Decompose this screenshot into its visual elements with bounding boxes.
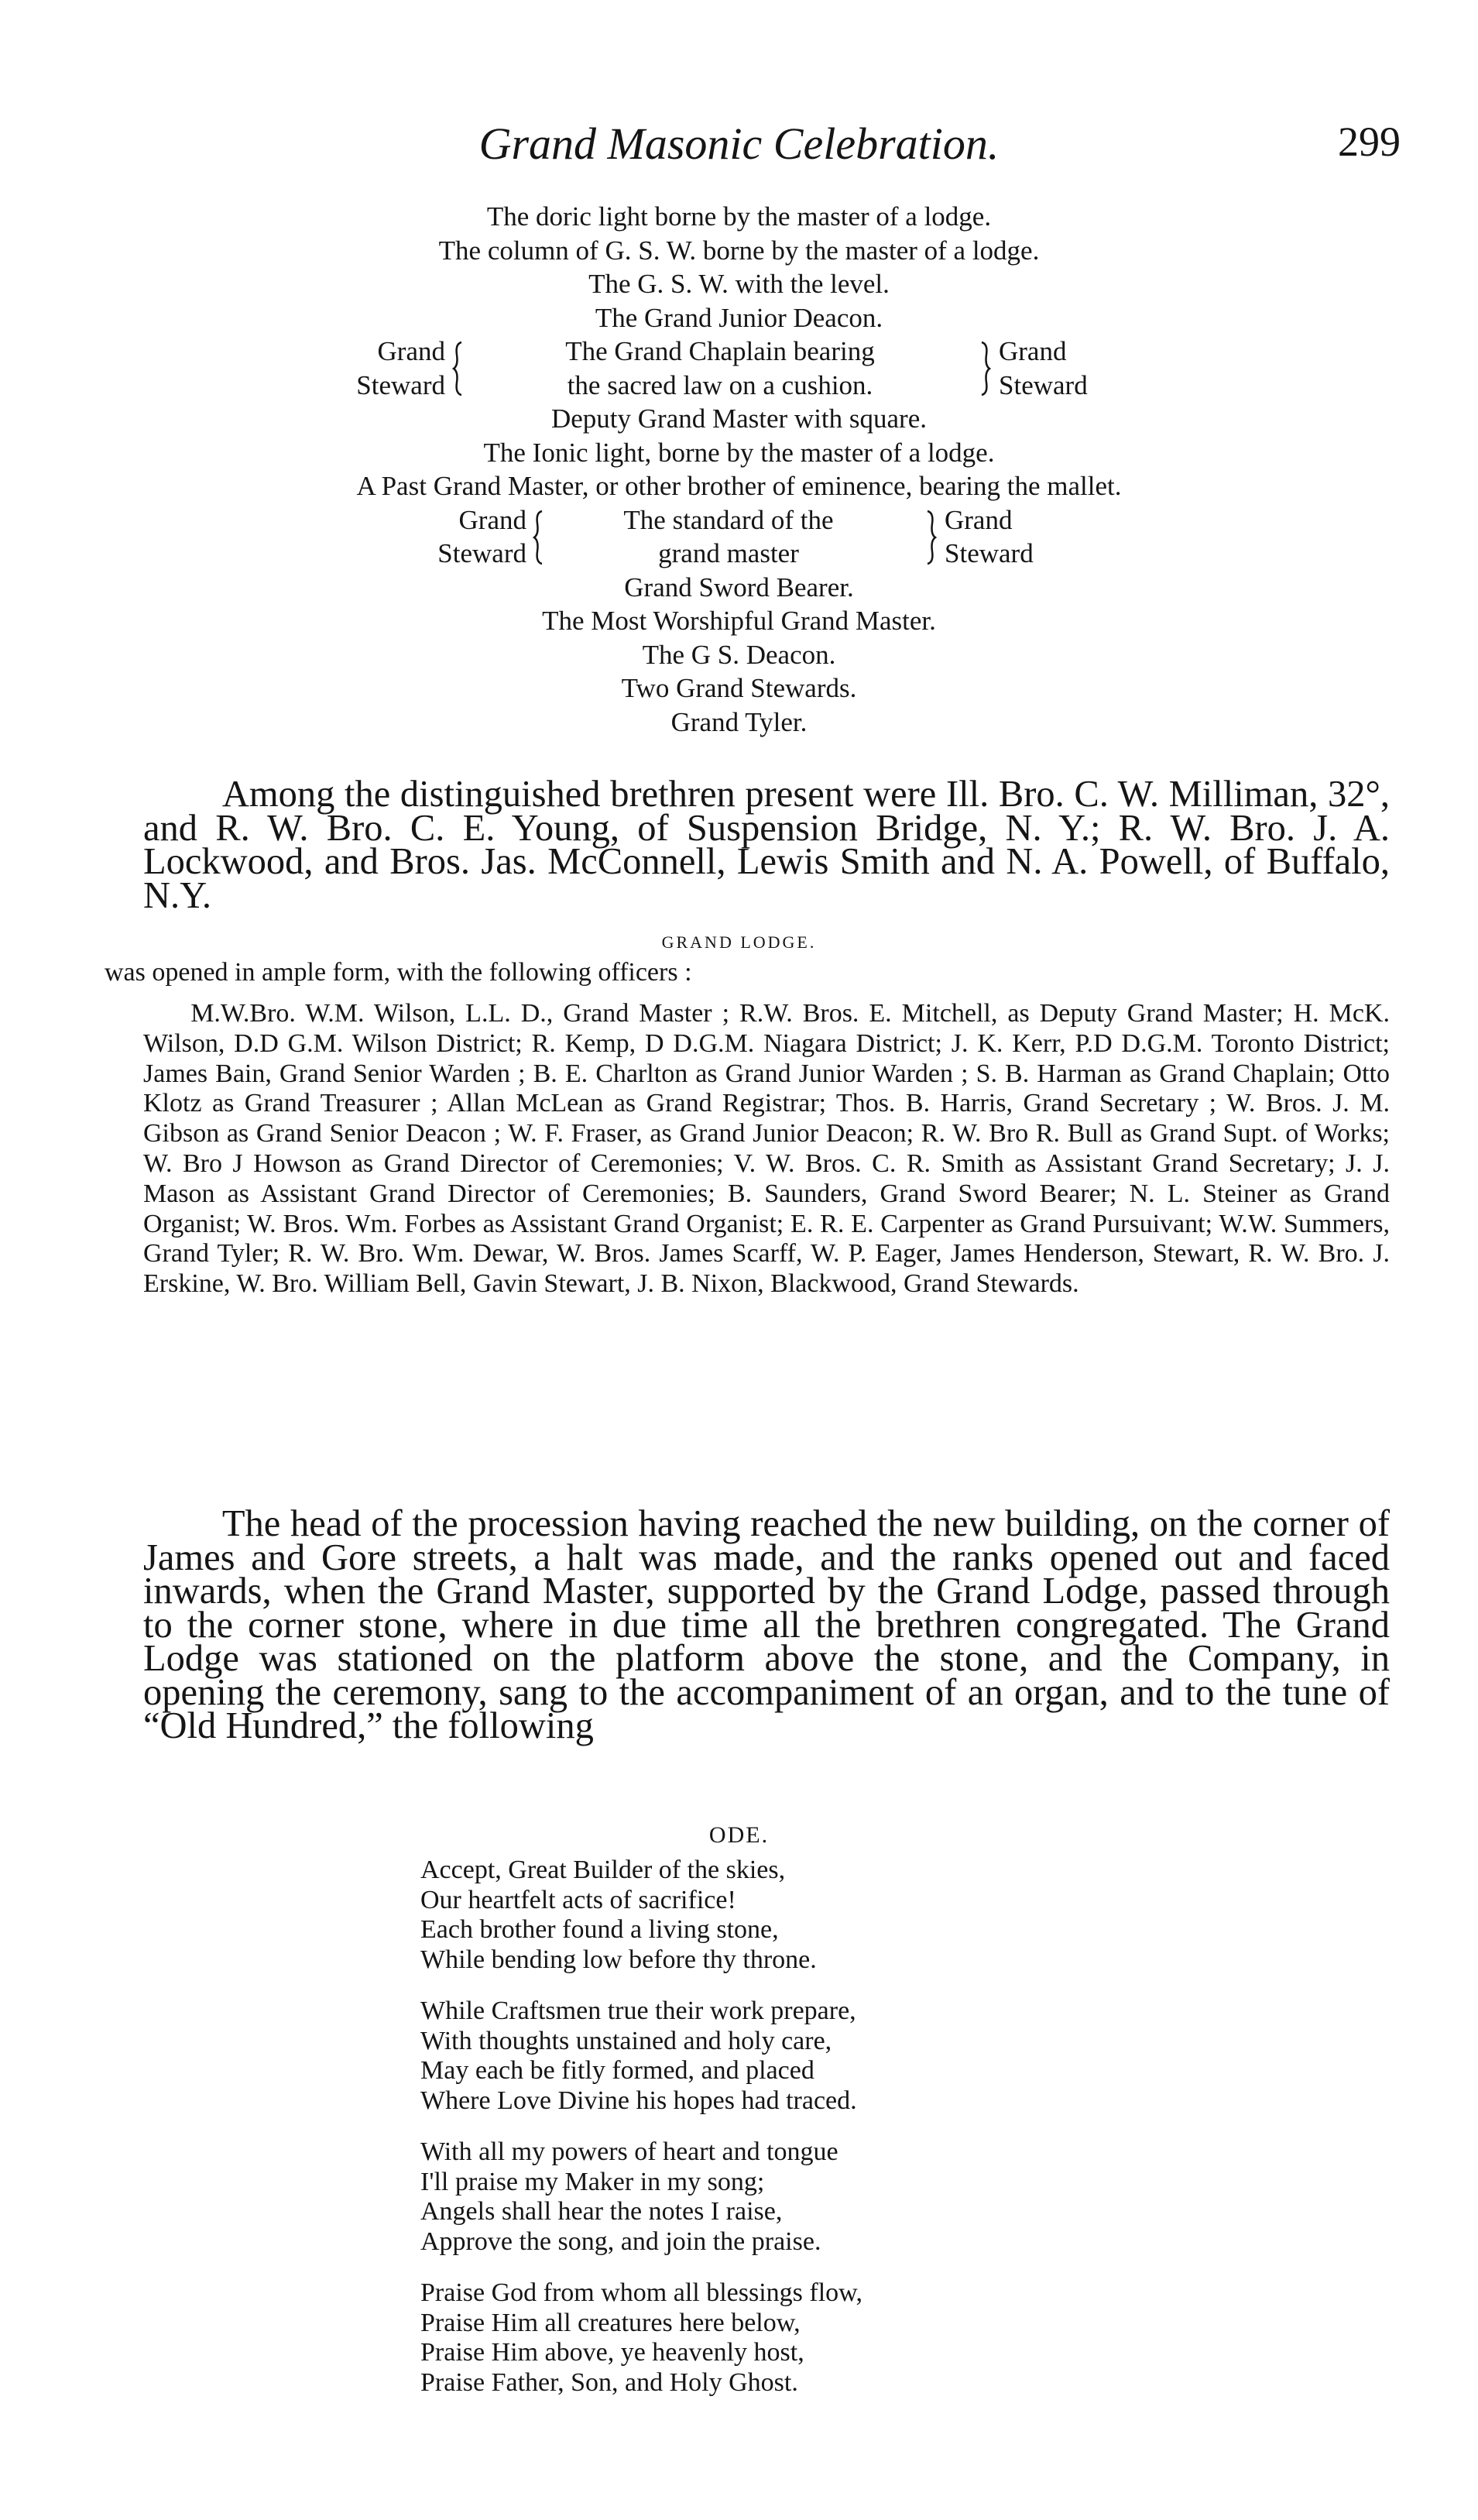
right-brace-icon	[980, 341, 991, 397]
ode-verse: Praise God from whom all blessings flow,	[420, 2278, 863, 2307]
procession-line: Two Grand Stewards.	[621, 673, 857, 703]
procession-paired-row	[0, 503, 1478, 571]
ode-heading: ODE.	[708, 1822, 770, 1848]
procession-line: The column of G. S. W. borne by the master of a lodge.	[438, 235, 1040, 266]
procession-line: The Grand Junior Deacon.	[595, 302, 883, 333]
ode-verse: Praise Him all creatures here below,	[420, 2308, 801, 2337]
ode-verse: Approve the song, and join the praise.	[420, 2226, 821, 2256]
ode-stanza	[420, 1856, 1272, 1975]
ode-verse: While Craftsmen true their work prepare,	[420, 1996, 856, 2025]
procession-line: A Past Grand Master, or other brother of eminence, bearing the mallet.	[356, 471, 1122, 501]
grand-lodge-heading: GRAND LODGE.	[661, 932, 817, 952]
procession-line: Grand Tyler.	[670, 706, 808, 737]
pair-left-label: Grand Steward	[437, 504, 526, 568]
procession-line: The Most Worshipful Grand Master.	[542, 606, 936, 636]
ode-stanza	[420, 1996, 1272, 2116]
left-brace-icon	[533, 510, 544, 565]
ode-verse: Accept, Great Builder of the skies,	[420, 1856, 786, 1884]
ode-verse: Praise Him above, ye heavenly host,	[420, 2338, 804, 2367]
ode-verse: While bending low before thy throne.	[420, 1945, 817, 1974]
ceremony-paragraph: The head of the procession having reached the new building, on the corner of James and Gore streets, a halt was made, and the ranks opened out and faced inwards, when the Grand Master, supported by the Grand Lodge, passed through to the corner stone, where in due time all the brethren congregated. The Grand Lodge was stationed on the platform above the stone, and the Company, in opening the ceremony, sang to the accompaniment of an organ, and to the tune of “Old Hundred,” the following	[143, 1503, 1390, 1746]
pair-left-label: Grand Steward	[356, 336, 445, 400]
procession-line: The doric light borne by the master of a lodge.	[486, 201, 992, 232]
pair-middle-text: The Grand Chaplain bearing the sacred law on a cushion.	[565, 336, 875, 400]
pair-right-label: Grand Steward	[999, 336, 1088, 400]
ode-verse: Our heartfelt acts of sacrifice!	[420, 1885, 736, 1914]
ode-verse: Angels shall hear the notes I raise,	[420, 2197, 783, 2226]
pair-right-label: Grand Steward	[945, 504, 1034, 568]
ode-poem	[420, 1856, 1272, 2419]
procession-line: The Ionic light, borne by the master of a lodge.	[483, 437, 995, 468]
ode-stanza	[420, 2278, 1272, 2398]
procession-order	[0, 200, 1478, 739]
procession-line: Deputy Grand Master with square.	[550, 403, 927, 434]
procession-line: The G. S. W. with the level.	[588, 269, 890, 299]
ode-verse: With all my powers of heart and tongue	[420, 2137, 838, 2166]
right-brace-icon	[926, 510, 937, 565]
running-title: Grand Masonic Celebration.	[478, 118, 1000, 169]
procession-line: Grand Sword Bearer.	[624, 572, 854, 603]
left-brace-icon	[452, 341, 463, 397]
ode-verse: I'll praise my Maker in my song;	[420, 2167, 765, 2196]
running-header	[0, 118, 1478, 172]
distinguished-brethren-paragraph: Among the distinguished brethren present were Ill. Bro. C. W. Milliman, 32°, and R. W. Bro. C. E. Young, of Suspension Bridge, N. Y.; R. W. Bro. J. A. Lockwood, and Bros. Jas. McConnell, Lewis Smith and N. A. Powell, of Buffalo, N.Y.	[143, 774, 1390, 916]
officers-paragraph: M.W.Bro. W.M. Wilson, L.L. D., Grand Master ; R.W. Bros. E. Mitchell, as Deputy Grand Master; H. McK. Wilson, D.D G.M. Wilson District; R. Kemp, D D.G.M. Niagara District; J. K. Kerr, P.D D.G.M. Toronto District; James Bain, Grand Senior Warden ; B. E. Charlton as Grand Junior Warden ; S. B. Harman as Grand Chaplain; Otto Klotz as Grand Treasurer ; Allan McLean as Grand Registrar; Thos. B. Harris, Grand Secretary ; W. Bros. J. M. Gibson as Grand Senior Deacon ; W. F. Fraser, as Grand Junior Deacon; R. W. Bro R. Bull as Grand Supt. of Works; W. Bro J Howson as Grand Director of Ceremonies; V. W. Bros. C. R. Smith as Assistant Grand Secretary; J. J. Mason as Assistant Grand Director of Ceremonies; B. Saunders, Grand Sword Bearer; N. L. Steiner as Grand Organist; W. Bros. Wm. Forbes as Assistant Grand Organist; E. R. E. Carpenter as Grand Pursuivant; W.W. Summers, Grand Tyler; R. W. Bro. Wm. Dewar, W. Bros. James Scarff, W. P. Eager, James Henderson, Stewart, R. W. Bro. J. Erskine, W. Bro. William Bell, Gavin Stewart, J. B. Nixon, Blackwood, Grand Stewards.	[143, 999, 1390, 1299]
pair-middle-text: The standard of the grand master	[623, 504, 834, 568]
page-number: 299	[1338, 118, 1401, 165]
ode-stanza	[420, 2137, 1272, 2257]
opened-line: was opened in ample form, with the following officers :	[105, 958, 692, 987]
ode-verse: Where Love Divine his hopes had traced.	[420, 2086, 857, 2115]
ode-verse: Each brother found a living stone,	[420, 1915, 779, 1944]
procession-paired-row	[0, 335, 1478, 402]
ode-verse: With thoughts unstained and holy care,	[420, 2026, 832, 2055]
ode-verse: May each be fitly formed, and placed	[420, 2056, 814, 2085]
ode-verse: Praise Father, Son, and Holy Ghost.	[420, 2367, 798, 2397]
procession-line: The G S. Deacon.	[642, 639, 836, 670]
